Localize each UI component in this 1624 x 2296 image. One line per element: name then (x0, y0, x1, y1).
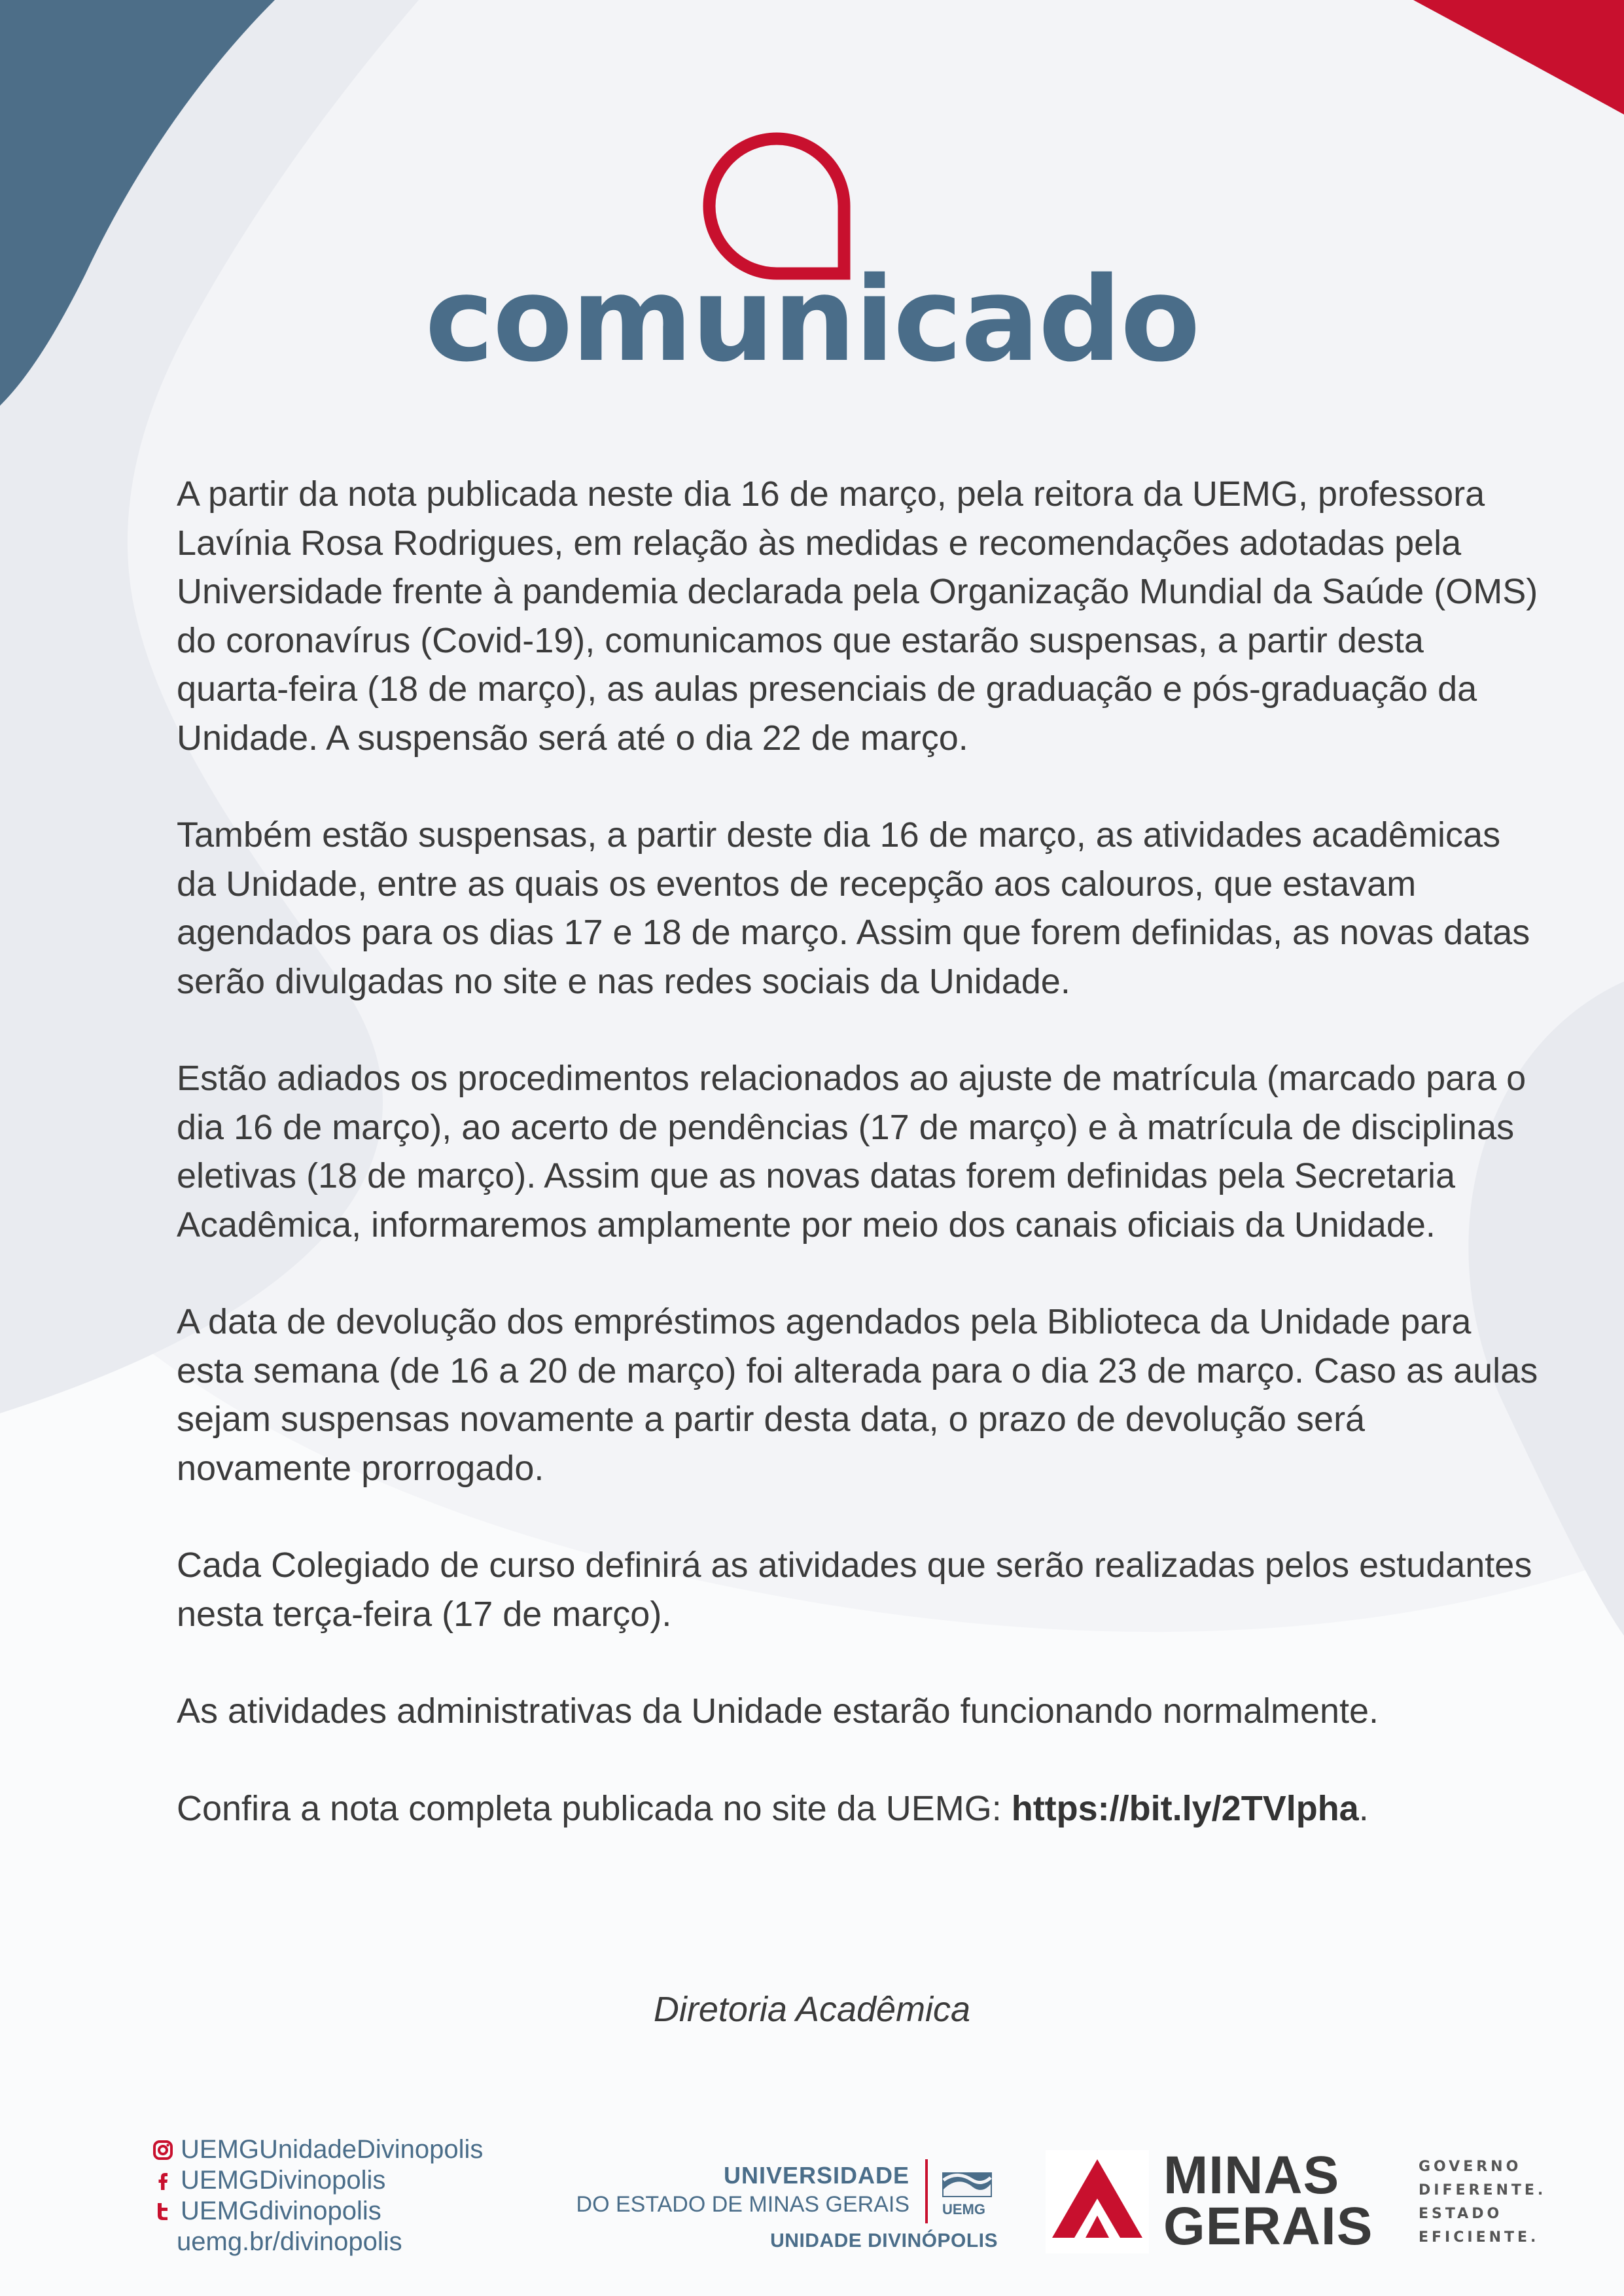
final-note-text: Confira a nota completa publicada no site da UEMG: (177, 1788, 1012, 1828)
minas-gerais-line2: GERAIS (1163, 2197, 1373, 2256)
minas-gerais-name (1163, 2146, 1373, 2256)
facebook-link[interactable] (152, 2165, 483, 2196)
instagram-handle: UEMGUnidadeDivinopolis (181, 2135, 484, 2164)
uemg-logo (576, 2158, 1001, 2263)
final-note-end: . (1358, 1788, 1369, 1828)
paragraph: Estão adiados os procedimentos relacionados ao ajuste de matrícula (marcado para o dia 16 de março), ao acerto de pendências (17 de março) e à matrícula de disciplinas eletivas (18 de março). Assim que as novas datas forem definidas pela Secretaria Acadêmica, informaremos amplamente por meio dos canais oficiais da Unidade. (177, 1059, 1527, 1245)
announcement-body (177, 470, 1544, 1881)
paragraph: As atividades administrativas da Unidade estarão funcionando normalmente. (177, 1691, 1379, 1731)
instagram-icon (152, 2139, 174, 2161)
uemg-logo-line2: DO ESTADO DE MINAS GERAIS (576, 2192, 909, 2217)
motto-line: GOVERNO (1419, 2159, 1522, 2175)
minas-gerais-emblem-icon (1046, 2150, 1149, 2253)
motto-line: EFICIENTE. (1419, 2229, 1540, 2246)
government-motto (1419, 2155, 1546, 2250)
facebook-icon (152, 2170, 174, 2192)
motto-line: ESTADO (1419, 2206, 1503, 2222)
minas-gerais-logo (1046, 2146, 1582, 2261)
paragraph: A data de devolução dos empréstimos agendados pela Biblioteca da Unidade para esta semana (de 16 a 20 de março) foi alterada para o dia 23 de março. Caso as aulas sejam suspensas novamente a partir desta data, o prazo de devolução será novamente prorrogado. (177, 1302, 1538, 1488)
uemg-mark: UEMG (942, 2201, 985, 2217)
minas-gerais-line1: MINAS (1163, 2146, 1340, 2205)
paragraph: Também estão suspensas, a partir deste dia 16 de março, as atividades acadêmicas da Unidade, entre as quais os eventos de recepção aos calouros, que estavam agendados para os dias 17 e 18 de março. Assim que forem definidas, as novas datas serão divulgadas no site e nas redes sociais da Unidade. (177, 815, 1530, 1001)
website-link[interactable]: uemg.br/divinopolis (177, 2227, 402, 2256)
uemg-logo-line1: UNIVERSIDADE (723, 2162, 909, 2189)
uemg-logo-divider (925, 2159, 928, 2223)
twitter-link[interactable] (152, 2196, 483, 2227)
note-link[interactable]: https://bit.ly/2TVlpha (1011, 1788, 1359, 1828)
social-links (152, 2134, 483, 2257)
signature: Diretoria Acadêmica (653, 1990, 971, 2029)
motto-line: DIFERENTE. (1419, 2182, 1547, 2199)
instagram-link[interactable] (152, 2134, 483, 2165)
paragraph: Cada Colegiado de curso definirá as atividades que serão realizadas pelos estudantes nesta terça-feira (17 de março). (177, 1545, 1532, 1634)
final-note (177, 1784, 1544, 1833)
uemg-logo-line3: UNIDADE DIVINÓPOLIS (770, 2230, 998, 2252)
page-title: comunicado (425, 252, 1199, 387)
twitter-icon (152, 2200, 174, 2223)
paragraph: A partir da nota publicada neste dia 16 de março, pela reitora da UEMG, professora Lavínia Rosa Rodrigues, em relação às medidas e recomendações adotadas pela Universidade frente à pandemia declarada pela Organização Mundial da Saúde (OMS) do coronavírus (Covid-19), comunicamos que estarão suspensas, a partir desta quarta-feira (18 de março), as aulas presenciais de graduação e pós-graduação da Unidade. A suspensão será até o dia 22 de março. (177, 474, 1538, 758)
facebook-handle: UEMGDivinopolis (181, 2166, 386, 2195)
twitter-handle: UEMGdivinopolis (181, 2197, 381, 2225)
